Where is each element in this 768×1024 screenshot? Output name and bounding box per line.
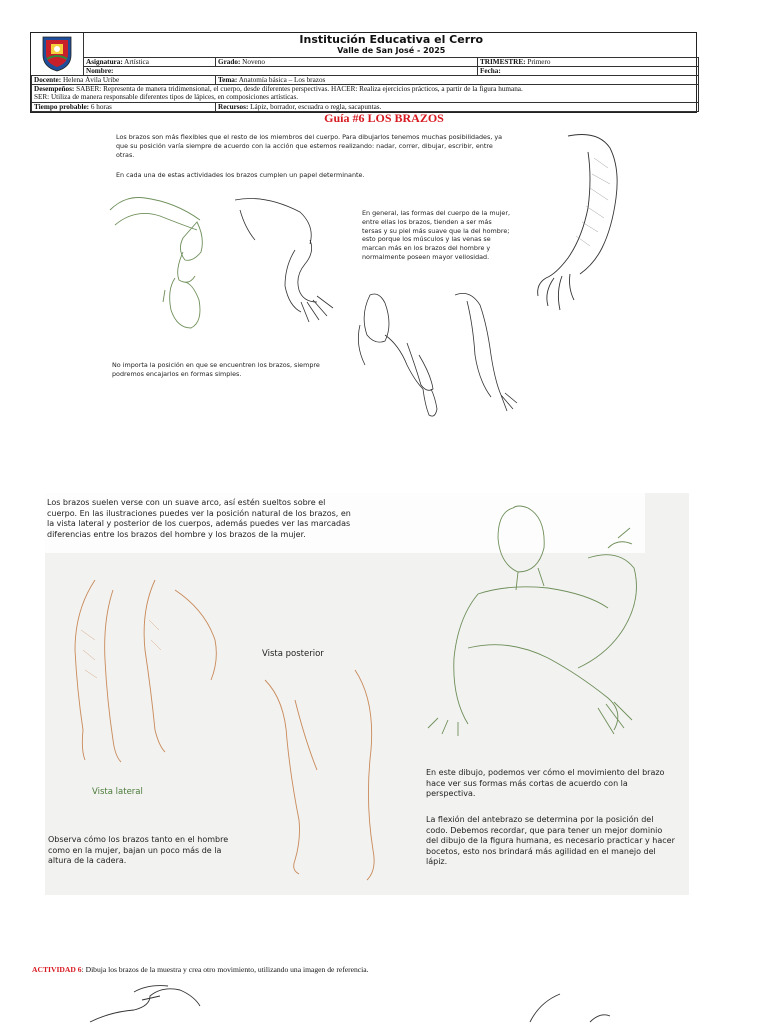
women-line: normalmente poseen mayor vellosidad. — [362, 252, 490, 261]
tema-label: Tema: — [218, 76, 238, 84]
fecha-cell[interactable] — [478, 67, 699, 76]
institution-name: Institución Educativa el Cerro — [299, 33, 484, 46]
tiempo-label: Tiempo probable: — [34, 103, 90, 111]
asignatura-cell — [84, 58, 216, 67]
desempenos-cell — [32, 85, 699, 103]
flexion-line: del dibujo de la figura humana, es necesario practicar y hacer — [426, 836, 675, 846]
vista-posterior-label: Vista posterior — [262, 649, 324, 659]
foreshortened-arms-figure — [418, 498, 678, 758]
trimestre-value: Primero — [527, 58, 551, 66]
arc-paragraph — [47, 498, 377, 540]
activity-label: ACTIVIDAD 6 — [32, 965, 82, 974]
intro-paragraph-2: En cada una de estas actividades los brazos cumplen un papel determinante. — [116, 171, 365, 179]
location-year: Valle de San José - 2025 — [337, 46, 446, 55]
docente-value: Helena Ávila Uribe — [62, 76, 120, 84]
docente-cell — [32, 76, 216, 85]
observa-paragraph — [48, 835, 268, 867]
activity-text: : Dibuja los brazos de la muestra y crea otro movimiento, utilizando una imagen de referencia. — [81, 965, 369, 974]
intro-line: que su posición varía siempre de acuerdo con la acción que estemos realizando: nadar, correr, dibujar, escribir, entre — [116, 141, 493, 150]
recursos-label: Recursos: — [218, 103, 249, 111]
women-line: entre ellas los brazos, tienden a ser más — [362, 217, 492, 226]
flexion-line: codo. Debemos recordar, que para tener un mejor dominio — [426, 825, 663, 835]
docente-label: Docente: — [34, 76, 62, 84]
nombre-cell[interactable] — [84, 67, 478, 76]
trimestre-cell — [478, 58, 699, 67]
recursos-value: Lápiz, borrador, escuadra o regla, sacapuntas. — [250, 103, 382, 111]
simple-line: podremos encajarlos en formas simples. — [112, 369, 242, 378]
flexion-line: lápiz. — [426, 857, 448, 867]
grado-label: Grado: — [218, 58, 241, 66]
grado-cell — [216, 58, 478, 67]
arc-line: Los brazos suelen verse con un suave arco, así estén sueltos sobre el — [47, 498, 326, 507]
women-line: esto porque los músculos y las venas se — [362, 235, 491, 244]
activity-sample-arms — [90, 982, 730, 1024]
asignatura-label: Asignatura: — [86, 58, 123, 66]
school-crest — [32, 33, 84, 76]
movimiento-line: En este dibujo, podemos ver cómo el movimiento del brazo — [426, 768, 665, 777]
institution-title — [84, 33, 699, 58]
guide-title: Guía #6 LOS BRAZOS — [324, 111, 444, 125]
desempenos-label: Desempeños: — [34, 85, 75, 93]
women-line: En general, las formas del cuerpo de la mujer, — [362, 209, 511, 217]
women-line: marcan más en los brazos del hombre y — [362, 244, 491, 253]
flexion-line: La flexión del antebrazo se determina por la posición del — [426, 815, 654, 824]
arm-sketches-row-2 — [355, 285, 525, 420]
tiempo-value: 6 horas — [90, 103, 112, 111]
flexion-line: bocetos, esto nos brindará más agilidad en el manejo del — [426, 846, 656, 856]
desempenos-value: SABER: Representa de manera tridimensional, el cuerpo, desde diferentes perspectivas. HACER: Realiza ejercicios prácticos, a partir de la figura humana. — [76, 85, 523, 93]
observa-line: altura de la cadera. — [48, 856, 127, 866]
movimiento-line: hace ver sus formas más cortas de acuerdo con la — [426, 778, 628, 788]
movimiento-paragraph — [426, 768, 690, 800]
observa-line: como en la mujer, bajan un poco más de la — [48, 845, 222, 855]
arc-line: diferencias entre los brazos del hombre y los brazos de la mujer. — [47, 529, 306, 539]
shield-logo-icon — [37, 33, 77, 73]
arc-line: la vista lateral y posterior de los cuerpos, además puedes ver las marcadas — [47, 519, 351, 529]
ser-value: SER: Utiliza de manera responsable diferentes tipos de lápices, en composiciones artísticas. — [34, 93, 299, 101]
tema-cell — [216, 76, 699, 85]
intro-line: Los brazos son más flexibles que el resto de los miembros del cuerpo. Para dibujarlos tenemos muchas posibilidades, ya — [116, 133, 503, 141]
women-arms-paragraph — [362, 209, 532, 262]
tema-value: Anatomía básica – Los brazos — [238, 76, 326, 84]
asignatura-value: Artística — [124, 58, 149, 66]
intro-line: otras. — [116, 150, 135, 159]
simple-shapes-paragraph — [112, 361, 320, 379]
vista-lateral-label: Vista lateral — [92, 787, 143, 797]
nombre-label: Nombre: — [86, 67, 114, 75]
flexion-paragraph — [426, 815, 690, 868]
header-table — [30, 32, 697, 113]
activity-instruction — [32, 965, 369, 974]
male-arm-drawing — [528, 128, 638, 313]
intro-paragraph — [116, 133, 526, 159]
simple-line: No importa la posición en que se encuentren los brazos, siempre — [112, 361, 320, 369]
fecha-label: Fecha: — [480, 67, 501, 75]
arc-line: cuerpo. En las ilustraciones puedes ver la posición natural de los brazos, en — [47, 508, 351, 518]
observa-line: Observa cómo los brazos tanto en el hombre — [48, 835, 229, 844]
trimestre-label: TRIMESTRE: — [480, 58, 526, 66]
grado-value: Noveno — [242, 58, 265, 66]
movimiento-line: perspectiva. — [426, 789, 476, 799]
arm-sketches-row-1 — [105, 190, 355, 340]
women-line: tersas y su piel más suave que la del hombre; — [362, 226, 510, 235]
